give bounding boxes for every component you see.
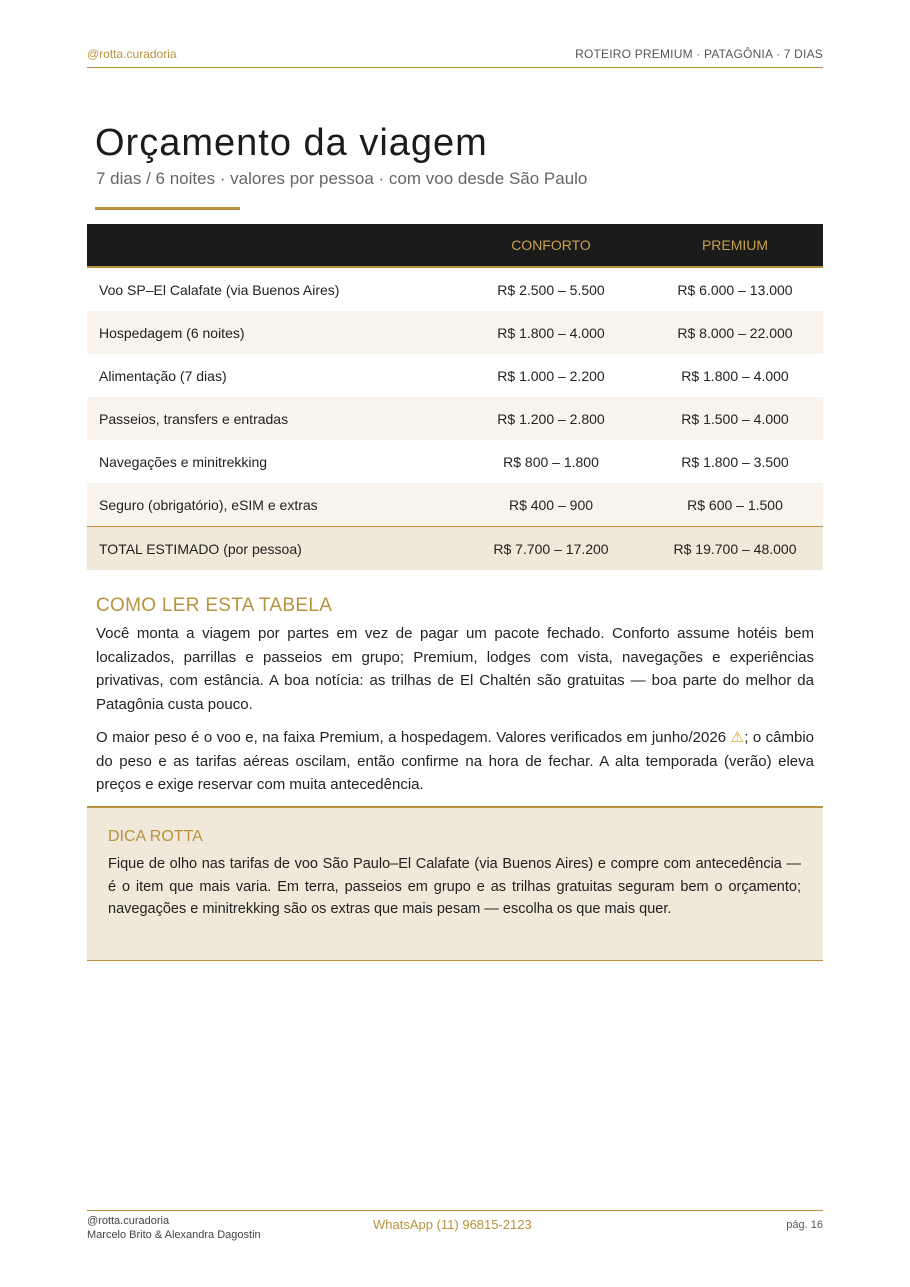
total-row (87, 527, 823, 571)
header-handle: @rotta.curadoria (87, 47, 177, 61)
row-label: Navegações e minitrekking (99, 453, 268, 470)
tip-text: Fique de olho nas tarifas de voo São Paulo–El Calafate (via Buenos Aires) e compre com antecedência — é o item que mais varia. Em terra, passeios em grupo e as trilhas gratuitas seguram bem o orçamento; navegações e minitrekking são os extras que mais pesam — escolha os que mais quer. (108, 856, 801, 917)
title-underline (95, 207, 240, 210)
header-cell-item (87, 224, 455, 267)
page-title: Orçamento da viagem (95, 122, 488, 164)
footer-credits (87, 1214, 261, 1242)
conforto-value: R$ 800 – 1.800 (503, 453, 599, 470)
table-row (87, 267, 823, 311)
footer-authors: Marcelo Brito & Alexandra Dagostin (87, 1229, 261, 1241)
premium-value: R$ 1.500 – 4.000 (647, 397, 823, 440)
budget-table (87, 224, 823, 570)
table-row (87, 397, 823, 440)
header-cell-conforto: CONFORTO (455, 224, 647, 267)
premium-value: R$ 600 – 1.500 (647, 483, 823, 527)
paragraph-2-text-start: O maior peso é o voo e, na faixa Premium, a hospedagem. Valores verificados em junho/2026 (96, 729, 731, 746)
footer-handle: @rotta.curadoria (87, 1215, 170, 1227)
premium-value: R$ 1.800 – 3.500 (681, 453, 789, 470)
paragraph-2-text-end: ; o câmbio do peso e as tarifas aéreas oscilam, então confirme na hora de fechar. A alta temporada (verão) eleva preços e exige reservar com muita antecedência. (96, 729, 814, 793)
page-subtitle: 7 dias / 6 noites · valores por pessoa · com voo desde São Paulo (96, 169, 588, 188)
row-label: Voo SP–El Calafate (via Buenos Aires) (99, 281, 340, 298)
header-doc-title: ROTEIRO PREMIUM · PATAGÔNIA · 7 DIAS (575, 47, 823, 61)
table-header-row (87, 224, 823, 267)
premium-value: R$ 8.000 – 22.000 (647, 311, 823, 354)
conforto-value: R$ 400 – 900 (455, 483, 647, 527)
row-label: Passeios, transfers e entradas (87, 397, 455, 440)
table-row (87, 354, 823, 397)
row-label: Hospedagem (6 noites) (87, 311, 455, 354)
explanation-paragraph-2 (96, 726, 814, 797)
table-row (87, 483, 823, 527)
tip-box (87, 806, 823, 961)
header-cell-premium: PREMIUM (647, 224, 823, 267)
section-title-how-to-read: COMO LER ESTA TABELA (96, 595, 333, 616)
conforto-value: R$ 1.800 – 4.000 (455, 311, 647, 354)
table-row (87, 311, 823, 354)
conforto-value: R$ 1.200 – 2.800 (455, 397, 647, 440)
premium-value: R$ 6.000 – 13.000 (677, 281, 793, 298)
page-footer (87, 1210, 823, 1251)
row-label: Alimentação (7 dias) (99, 367, 227, 384)
total-conforto: R$ 7.700 – 17.200 (455, 527, 647, 571)
table-row (87, 440, 823, 483)
page-header (87, 46, 823, 68)
warning-icon: ⚠ (730, 729, 745, 746)
row-label: Seguro (obrigatório), eSIM e extras (87, 483, 455, 527)
premium-value: R$ 1.800 – 4.000 (681, 367, 789, 384)
total-label: TOTAL ESTIMADO (por pessoa) (87, 527, 455, 571)
tip-title: DICA ROTTA (108, 828, 203, 845)
explanation-paragraph-1: Você monta a viagem por partes em vez de pagar um pacote fechado. Conforto assume hotéis bem localizados, parrillas e passeios em grupo; Premium, lodges com vista, navegações e experiências privativas, com estância. A boa notícia: as trilhas de El Chaltén são gratuitas — boa parte do melhor da Patagônia custa pouco. (96, 625, 814, 713)
page-number: pág. 16 (786, 1219, 823, 1231)
total-premium: R$ 19.700 – 48.000 (647, 527, 823, 571)
conforto-value: R$ 2.500 – 5.500 (497, 281, 605, 298)
footer-whatsapp[interactable]: WhatsApp (11) 96815-2123 (373, 1217, 532, 1232)
conforto-value: R$ 1.000 – 2.200 (497, 367, 605, 384)
